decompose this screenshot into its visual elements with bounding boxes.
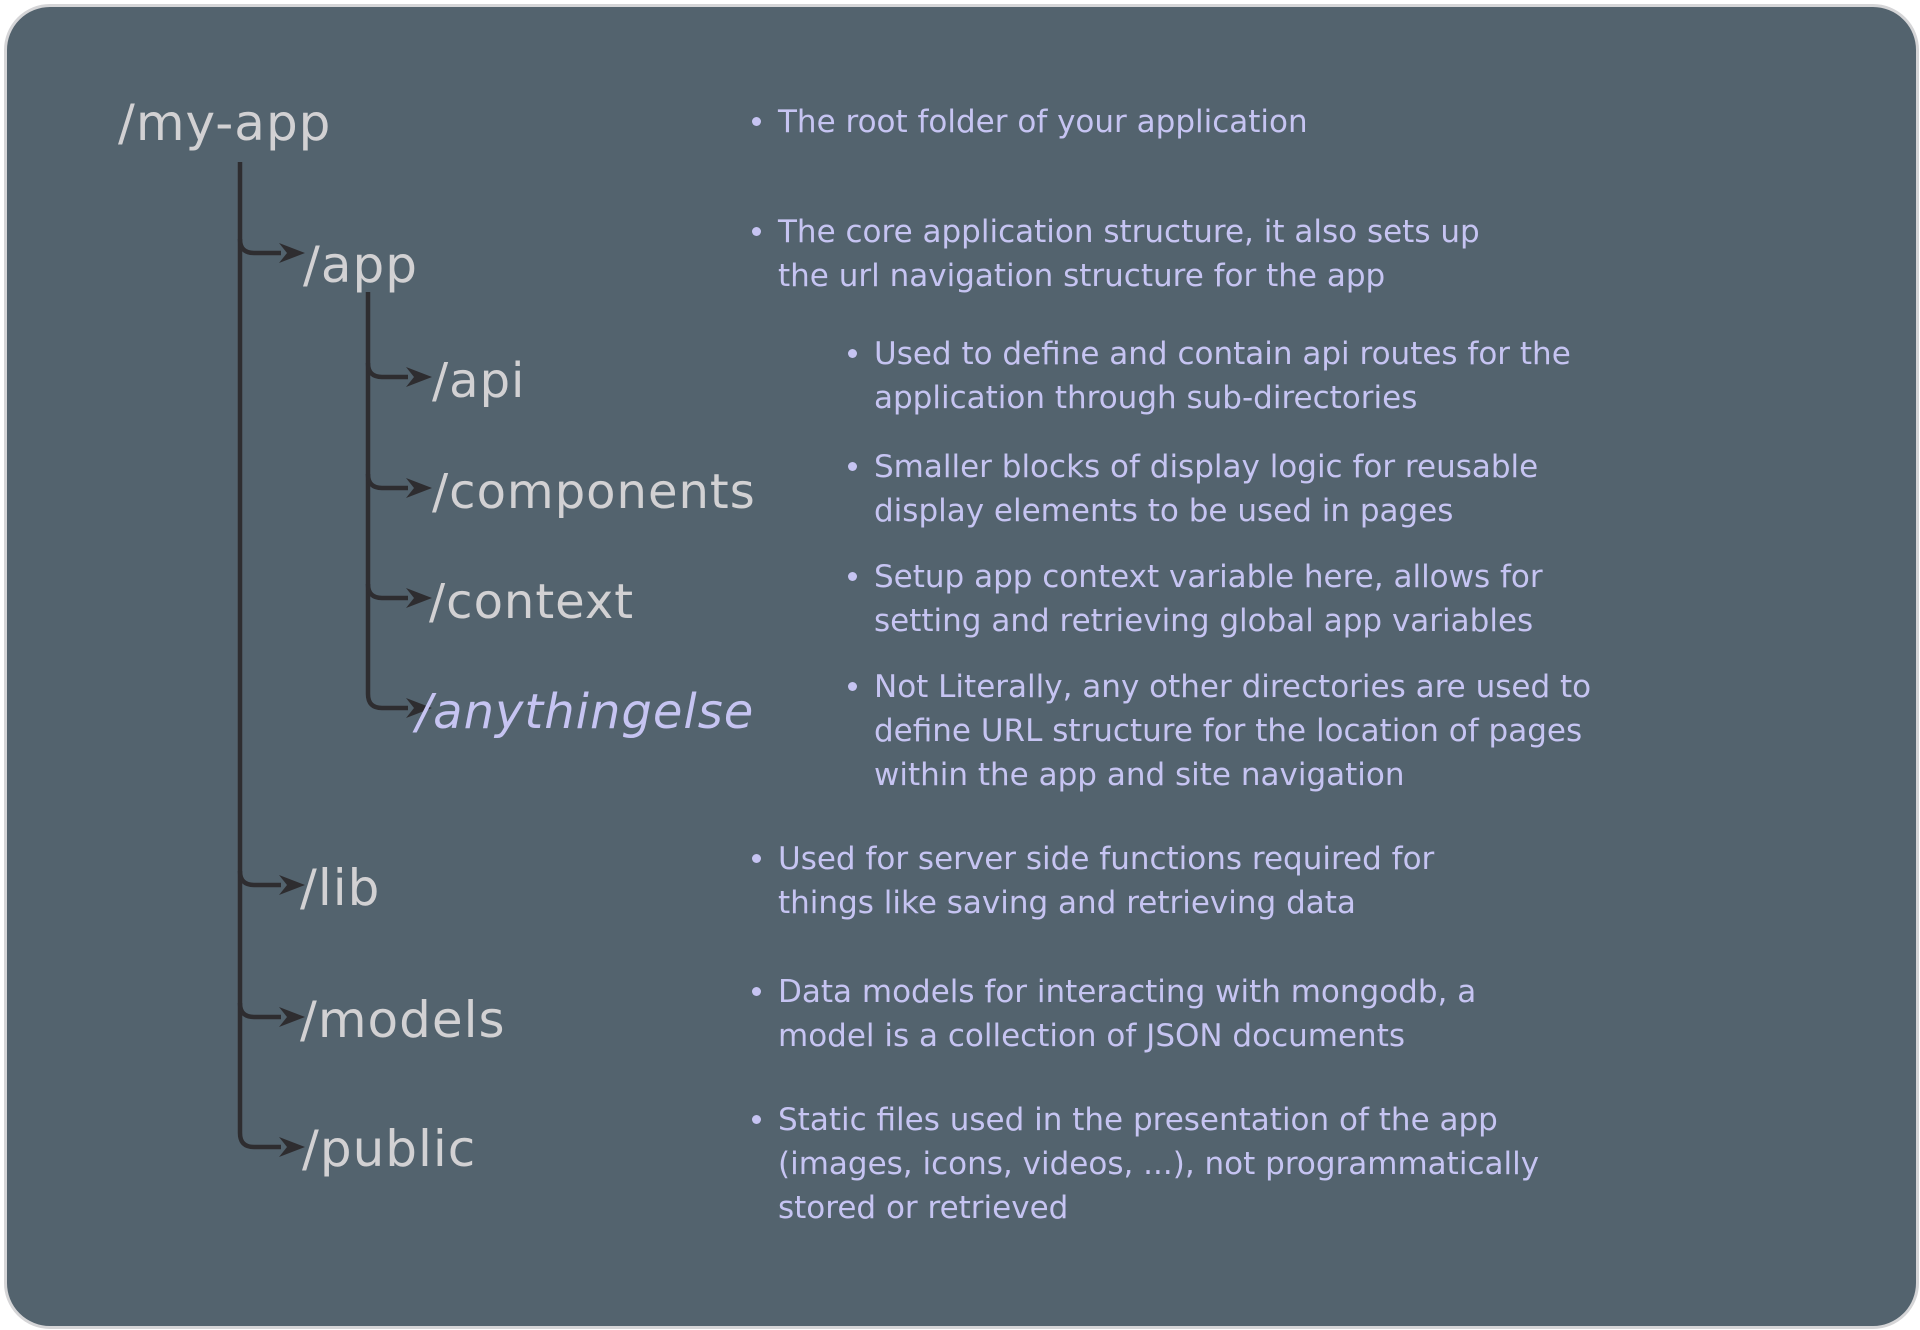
bullet-dot-icon [752,987,761,996]
arrow-icon-components [406,478,432,498]
tree-node-api: /api [432,353,526,409]
bullet-dot-icon [848,572,857,581]
annotation-app [752,210,1480,298]
bullet-dot-icon [848,349,857,358]
tree-node-anythingelse: /anythingelse [416,684,755,740]
bullet-dot-icon [752,1115,761,1124]
annotation-line: Used to define and contain api routes for the [874,336,1571,372]
annotation-api [848,332,1571,420]
annotation-line: Not Literally, any other directories are used to [874,669,1592,705]
branch-elbow-components [368,474,408,488]
annotation-components [848,445,1538,533]
branch-elbow-lib [240,871,281,885]
tree-node-models: /models [300,991,506,1049]
annotation-line: model is a collection of JSON documents [778,1018,1405,1054]
tree-node-app: /app [303,236,418,294]
branch-elbow-app [240,239,281,253]
tree-node-public: /public [302,1120,477,1178]
annotation-models [752,970,1476,1058]
annotation-my-app [752,100,1308,144]
annotation-anythingelse [848,665,1591,797]
tree-node-context: /context [429,574,635,630]
branch-elbow-context [368,584,408,598]
annotation-line: Setup app context variable here, allows for [874,559,1543,595]
bullet-dot-icon [752,854,761,863]
annotation-line: The root folder of your application [778,104,1308,140]
annotation-line: Static files used in the presentation of the app [778,1102,1498,1138]
bullet-dot-icon [848,462,857,471]
annotation-line: the url navigation structure for the app [778,258,1386,294]
tree-node-lib: /lib [300,859,381,917]
arrow-icon-api [406,367,432,387]
tree-node-my-app: /my-app [118,94,332,152]
annotation-line: things like saving and retrieving data [778,885,1356,921]
annotation-lib [752,837,1434,925]
annotation-context [848,555,1543,643]
annotation-line: display elements to be used in pages [874,493,1454,529]
annotation-line: within the app and site navigation [874,757,1405,793]
tree-node-components: /components [432,464,756,520]
annotation-line: Data models for interacting with mongodb, a [778,974,1477,1010]
bullet-dot-icon [848,682,857,691]
bullet-dot-icon [752,227,761,236]
branch-elbow-api [368,363,408,377]
bullet-dot-icon [752,117,761,126]
annotation-line: define URL structure for the location of pages [874,713,1583,749]
annotation-line: Used for server side functions required for [778,841,1435,877]
root-vertical-line [240,162,281,1147]
annotation-line: Smaller blocks of display logic for reusable [874,449,1539,485]
annotation-line: (images, icons, videos, ...), not programmatically [778,1146,1540,1182]
annotation-public [752,1098,1539,1230]
annotation-line: The core application structure, it also sets up [778,214,1480,250]
annotation-line: application through sub-directories [874,380,1418,416]
annotation-line: stored or retrieved [778,1190,1069,1226]
branch-elbow-models [240,1003,281,1017]
app-vertical-line [368,292,408,708]
arrow-icon-app [279,243,305,263]
annotation-line: setting and retrieving global app variables [874,603,1534,639]
